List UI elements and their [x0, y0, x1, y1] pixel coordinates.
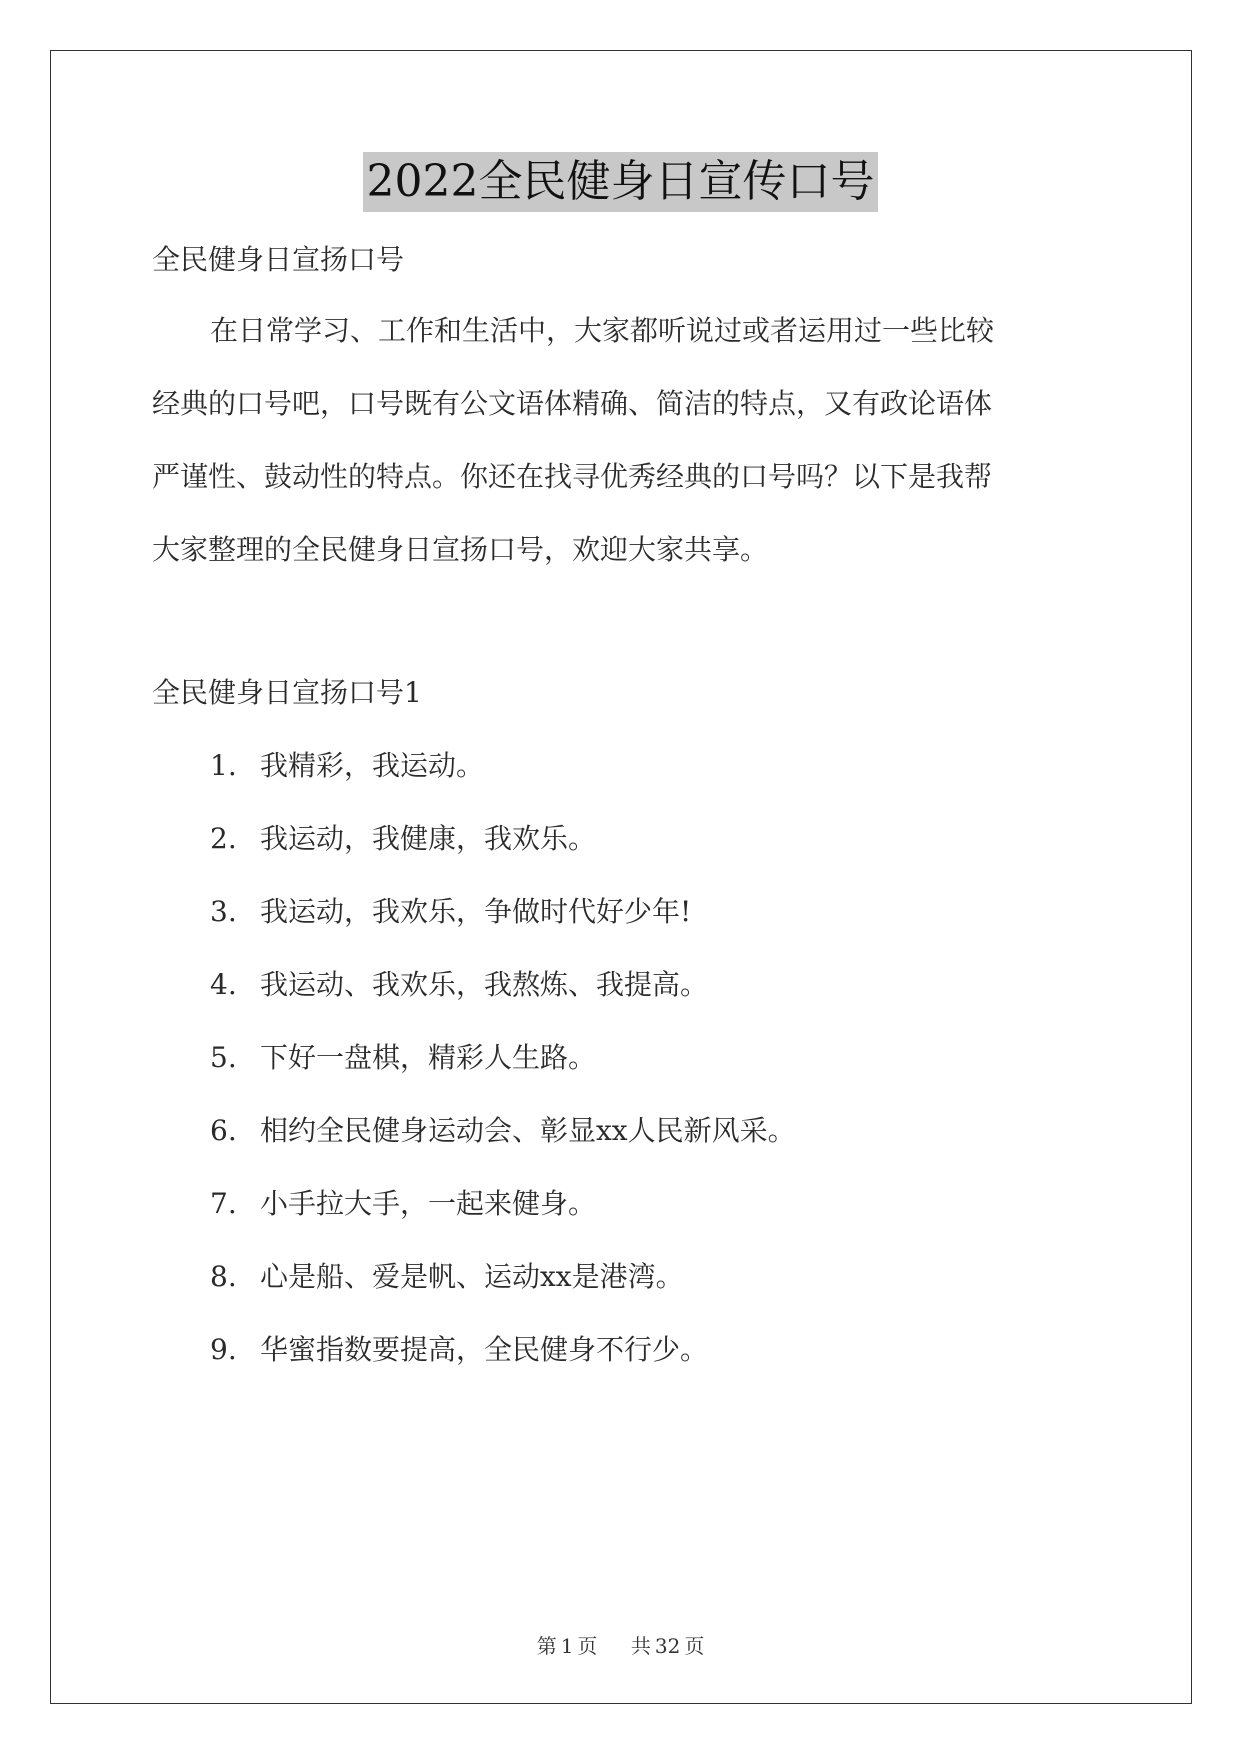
- list-item: [210, 819, 596, 859]
- list-item-text: 心是船、爱是帆、运动xx是港湾。: [260, 1260, 684, 1293]
- list-item-number: 5.: [210, 1041, 237, 1074]
- page-footer: [0, 1632, 1241, 1660]
- total-prefix: 共: [630, 1634, 651, 1658]
- total-suffix: 页: [684, 1634, 705, 1658]
- list-item-text: 我运动，我欢乐，争做时代好少年!: [260, 895, 692, 928]
- list-item: [210, 1184, 596, 1224]
- page-prefix: 第: [536, 1634, 557, 1658]
- list-item-number: 1.: [210, 749, 237, 782]
- page-indicator: [535, 1634, 600, 1658]
- list-item-number: 7.: [210, 1187, 237, 1220]
- list-item-number: 4.: [210, 968, 237, 1001]
- list-item: [210, 1038, 596, 1078]
- intro-line-2: 经典的口号吧，口号既有公文语体精确、简洁的特点，又有政论语体: [152, 387, 993, 420]
- list-item: [210, 1111, 796, 1151]
- list-item-text: 华蜜指数要提高，全民健身不行少。: [260, 1333, 709, 1366]
- page-number: 1: [560, 1634, 574, 1658]
- list-item-text: 小手拉大手，一起来健身。: [260, 1187, 597, 1220]
- list-item: [210, 1257, 684, 1297]
- list-item-text: 我运动，我健康，我欢乐。: [260, 822, 597, 855]
- list-item-text: 相约全民健身运动会、彰显xx人民新风采。: [260, 1114, 796, 1147]
- page-suffix: 页: [577, 1634, 598, 1658]
- total-pages-indicator: [629, 1634, 706, 1658]
- list-item: [210, 892, 691, 932]
- list-item-text: 我精彩，我运动。: [260, 749, 485, 782]
- list-item-text: 我运动、我欢乐，我熬炼、我提高。: [260, 968, 709, 1001]
- subheading: 全民健身日宣扬口号: [152, 243, 405, 276]
- intro-line-3: 严谨性、鼓动性的特点。你还在找寻优秀经典的口号吗？以下是我帮: [152, 460, 993, 493]
- list-item-number: 9.: [210, 1333, 237, 1366]
- list-item-number: 2.: [210, 822, 237, 855]
- list-item: [210, 1330, 708, 1370]
- intro-line-4: 大家整理的全民健身日宣扬口号，欢迎大家共享。: [152, 533, 769, 566]
- list-item-number: 6.: [210, 1114, 237, 1147]
- page-border: [50, 50, 1192, 1704]
- document-title: 2022全民健身日宣传口号: [363, 152, 879, 212]
- list-item: [210, 746, 484, 786]
- intro-line-1: 在日常学习、工作和生活中，大家都听说过或者运用过一些比较: [210, 314, 995, 347]
- title-container: [0, 152, 1241, 212]
- list-item: [210, 965, 708, 1005]
- section-heading: 全民健身日宣扬口号1: [152, 676, 422, 709]
- list-item-number: 3.: [210, 895, 237, 928]
- list-item-number: 8.: [210, 1260, 237, 1293]
- list-item-text: 下好一盘棋，精彩人生路。: [260, 1041, 597, 1074]
- total-pages: 32: [654, 1634, 681, 1658]
